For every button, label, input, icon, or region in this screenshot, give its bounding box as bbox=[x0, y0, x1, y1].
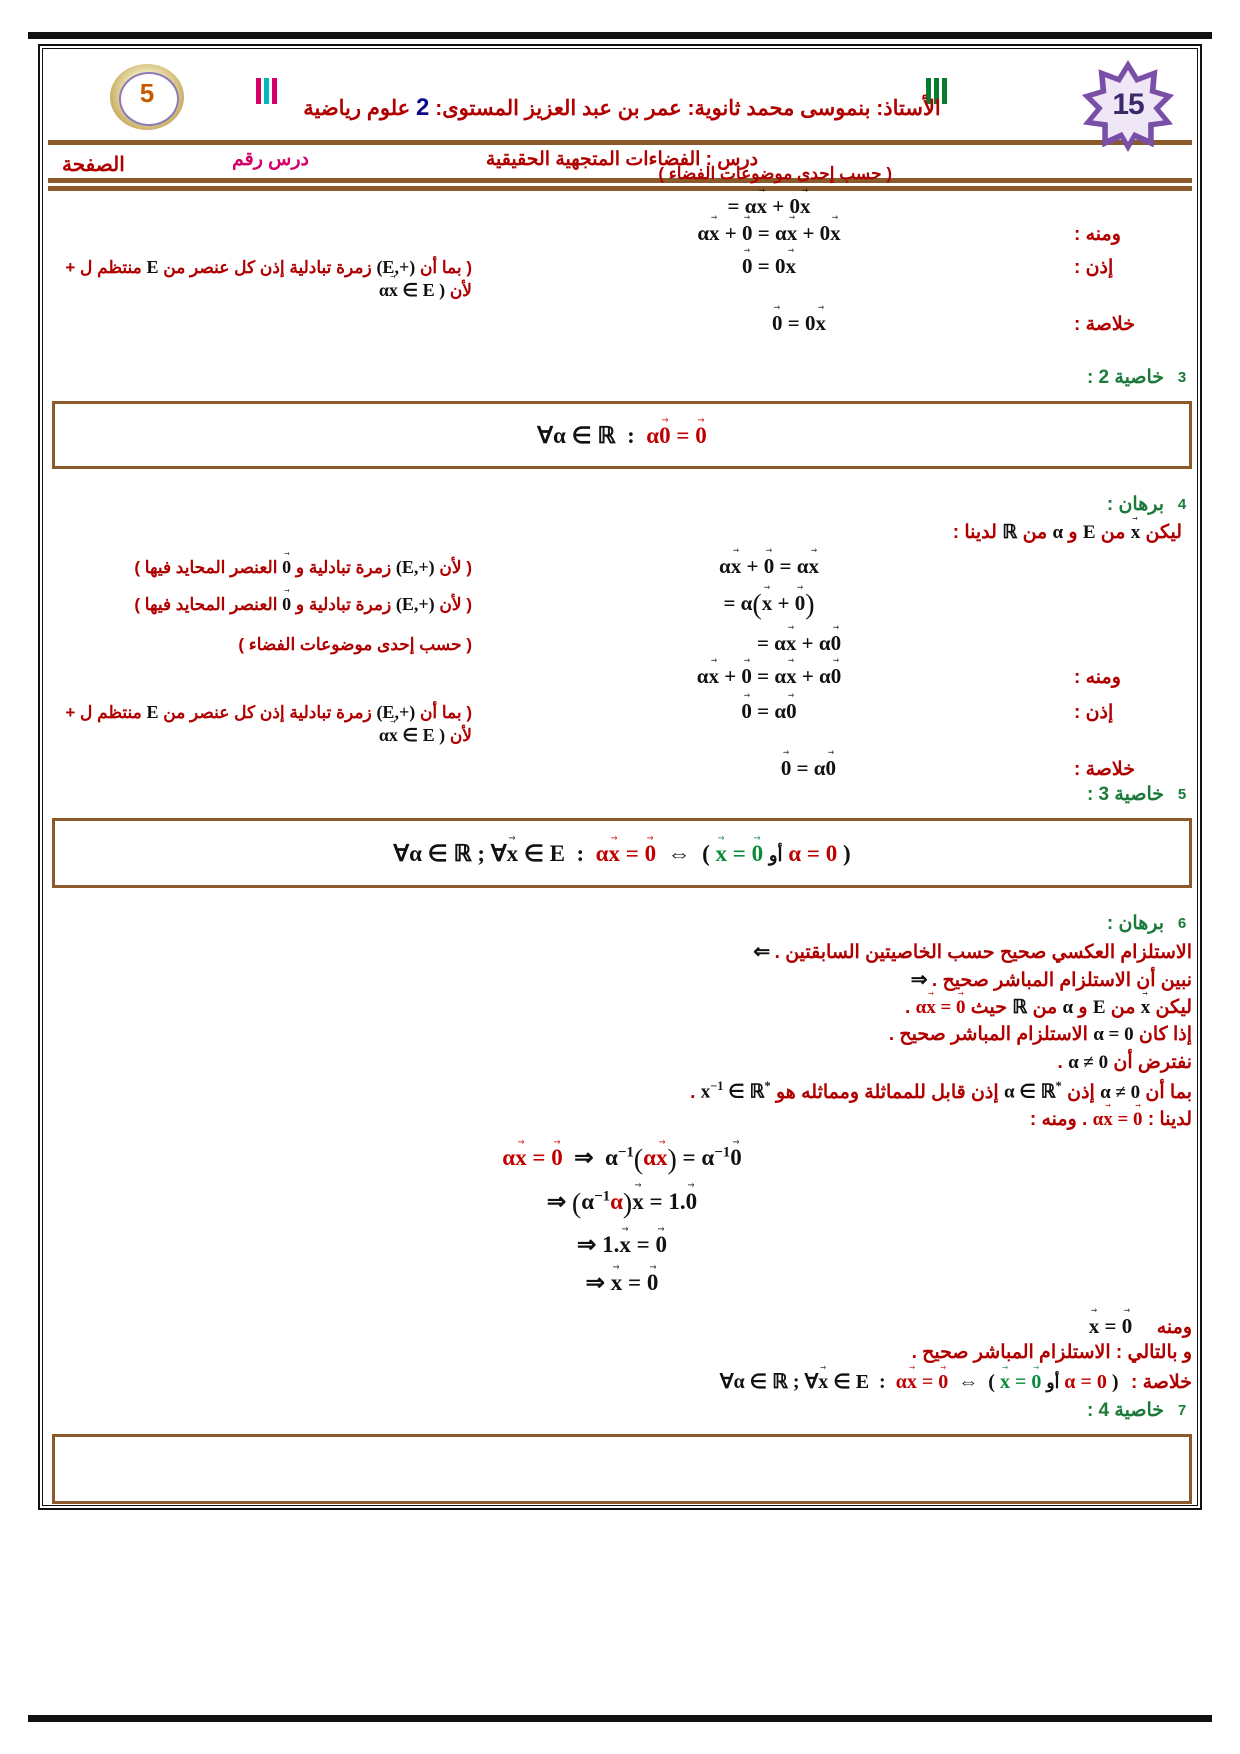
proof3-line6-eq1: α ≠ 0 bbox=[1100, 1081, 1141, 1103]
summary-row-1 bbox=[52, 309, 1192, 336]
proof3-line3 bbox=[0, 995, 1192, 1021]
property2-statement: ∀α ∈ ℝ : α0 → = 0 → bbox=[537, 421, 706, 449]
proof2-intro: ليكن x → من E و α من ℝ لدينا : bbox=[953, 522, 1182, 543]
proof3-line4-eq: α = 0 bbox=[1093, 1024, 1134, 1046]
page-label: الصفحة bbox=[62, 154, 125, 176]
proof3-concl-eq: x → = 0 → bbox=[1089, 1312, 1132, 1339]
property4-heading bbox=[52, 1399, 1192, 1422]
eq-3: 0 → = 0x → bbox=[472, 252, 1066, 279]
eq-row-1 bbox=[52, 192, 1192, 219]
label-then-1: إذن : bbox=[1074, 257, 1114, 278]
label-summary-1: خلاصة : bbox=[1074, 314, 1136, 335]
note-neutral-2: ( لأن (E,+) زمرة تبادلية و 0 → العنصر المحايد فيها ) bbox=[52, 592, 472, 615]
proof3-concl-label: ومنه bbox=[1156, 1317, 1192, 1339]
property3-or: أو bbox=[768, 845, 783, 866]
eq-row-2 bbox=[52, 219, 1192, 246]
label-then-2: إذن : bbox=[1074, 702, 1114, 724]
group-symbol-2: (E,+) bbox=[395, 557, 435, 577]
page-number-text: 15 bbox=[1112, 88, 1144, 121]
proof2-eq4: αx → + 0 → = αx → + α0 → bbox=[472, 662, 1066, 689]
note-group-1: ( بما أن (E,+) زمرة تبادلية إذن كل عنصر من E منتظم ل + لأن αx → ∈ E ) bbox=[52, 257, 472, 301]
property2-box bbox=[52, 401, 1192, 469]
chapter-number-text: 5 bbox=[139, 78, 155, 108]
proof2-eq4-row bbox=[52, 662, 1192, 689]
bullet-4: 4 bbox=[1177, 495, 1187, 513]
property3-statement: ∀α ∈ ℝ ; ∀x → ∈ E : αx → = 0 → ⇔ ( x → = 0 → أو α = 0 ) bbox=[393, 839, 850, 867]
proof3-step4: ⇒ x → = 0 → bbox=[586, 1268, 659, 1296]
proof3-label: برهان : bbox=[1106, 913, 1164, 935]
proof3-line1-arrow: ⇐ bbox=[753, 941, 771, 964]
proof3-step1-row bbox=[52, 1143, 1192, 1176]
proof2-eq2: = α(x → + 0 →) bbox=[472, 589, 1066, 621]
note-group-2: ( بما أن (E,+) زمرة تبادلية إذن كل عنصر من E منتظم ل + لأن αx → ∈ E ) bbox=[52, 702, 472, 746]
bullet-6: 6 bbox=[1177, 914, 1187, 932]
set-E-1: E bbox=[146, 257, 159, 277]
lesson-number-label: درس رقم bbox=[232, 149, 310, 170]
proof3-line4-text: إذا كان α = 0 الاستلزام المباشر صحيح . bbox=[888, 1024, 1192, 1046]
proof2-eq1-row bbox=[52, 552, 1192, 579]
proof3-line2-arrow: ⇒ bbox=[910, 969, 928, 992]
property3-x-eq: x → = 0 → bbox=[715, 841, 763, 866]
proof3-line1 bbox=[0, 939, 1192, 965]
header-level: 2 bbox=[416, 94, 430, 121]
proof2-eq3-row bbox=[52, 629, 1192, 656]
property3-alpha-eq: α = 0 bbox=[788, 841, 838, 867]
note-neutral-1: ( لأن (E,+) زمرة تبادلية و 0 → العنصر المحايد فيها ) bbox=[52, 555, 472, 578]
note-axiom-2: ( حسب إحدى موضوعات الفضاء ) bbox=[238, 635, 472, 655]
proof2-eq2-row bbox=[52, 589, 1192, 621]
proof3-step2: ⇒ $(\alpha^{-1}\alpha)x$ → = 1.0 → bbox=[547, 1187, 697, 1220]
proof2-summary-row bbox=[52, 754, 1192, 781]
proof3-line7-text: لدينا : αx → = 0 → . ومنه : bbox=[1030, 1109, 1192, 1130]
proof3-line5-eq: α ≠ 0 bbox=[1068, 1052, 1109, 1074]
proof2-label: برهان : bbox=[1106, 494, 1164, 515]
property3-heading bbox=[52, 783, 1192, 806]
proof3-line5 bbox=[0, 1051, 1192, 1077]
proof3-final-row bbox=[0, 1341, 1192, 1367]
proof3-summary-label: خلاصة : bbox=[1130, 1372, 1192, 1394]
proof3-heading bbox=[52, 912, 1192, 935]
group-symbol-4: (E,+) bbox=[376, 702, 416, 723]
proof3-line7 bbox=[0, 1107, 1192, 1133]
ax-in-E-2: αx → ∈ E ) bbox=[379, 723, 445, 746]
property2-label: خاصية 2 : bbox=[1086, 367, 1164, 388]
proof3-step3: ⇒ 1.x → = 0 → bbox=[577, 1230, 667, 1258]
zero-vec-1: 0 → bbox=[282, 555, 291, 578]
header-divider-bottom bbox=[48, 186, 1192, 191]
property2-heading bbox=[52, 366, 1192, 389]
eq-1: = αx → + 0x → bbox=[472, 192, 1066, 219]
proof3-line5-text: نفترض أن α ≠ 0 . bbox=[1057, 1052, 1192, 1074]
property4-box bbox=[52, 1434, 1192, 1504]
label-hence-1: ومنه : bbox=[1074, 224, 1121, 245]
proof3-summary-or: أو bbox=[1046, 1373, 1060, 1393]
proof2-intro-row bbox=[42, 520, 1192, 546]
property3-box bbox=[52, 818, 1192, 888]
header-divider-top bbox=[48, 140, 1192, 145]
set-E-2: E bbox=[146, 702, 159, 723]
proof3-line3-text: ليكن x → من E و α من ℝ حيث αx → = 0 → . bbox=[905, 997, 1192, 1018]
proof3-line3-eq: αx → = 0 → bbox=[916, 995, 966, 1019]
proof2-heading bbox=[52, 493, 1192, 516]
header-teacher-text: الأستاذ: بنموسى محمد ثانوية: عمر بن عبد العزيز المستوى: bbox=[435, 97, 941, 120]
proof2-eq5: 0 → = α0 → bbox=[472, 697, 1066, 724]
proof3-line6-text: بما أن α ≠ 0 إذن α ∈ ℝ* إذن قابل للمماثلة ومماثله هو $x^{-1}$ ∈ ℝ* . bbox=[690, 1079, 1192, 1103]
proof3-line6-eq2: α ∈ ℝ* bbox=[1003, 1079, 1062, 1103]
note-axiom-1: ( حسب إحدى موضوعات الفضاء ) bbox=[658, 164, 892, 183]
proof2-eq5-row bbox=[52, 697, 1192, 746]
proof3-line6 bbox=[0, 1079, 1192, 1105]
proof3-step1: αx → = 0 → ⇒ $\alpha^{-1}(\alpha x$ →) = $\alpha^{-1}0$ → bbox=[502, 1143, 741, 1176]
bullet-5: 5 bbox=[1177, 785, 1187, 803]
proof3-line7-eq: αx → = 0 → bbox=[1093, 1107, 1143, 1131]
eq-row-3 bbox=[52, 252, 1192, 301]
proof3-final-text: و بالتالي : الاستلزام المباشر صحيح . bbox=[911, 1342, 1192, 1364]
proof3-summary-row bbox=[0, 1369, 1192, 1395]
proof2-eq3: = αx → + α0 → bbox=[532, 629, 1066, 656]
header-title bbox=[182, 94, 1062, 122]
lesson-title: درس : الفضاءات المتجهية الحقيقية bbox=[485, 149, 759, 170]
summary-eq-1: 0 → = 0x → bbox=[772, 309, 826, 336]
proof3-concl-row bbox=[0, 1312, 1192, 1339]
proof2-eq1: αx → + 0 → = αx → bbox=[472, 552, 1066, 579]
label-summary-2: خلاصة : bbox=[1074, 759, 1136, 781]
proof3-line2 bbox=[0, 967, 1192, 993]
proof3-line6-eq3: $x^{-1}$ ∈ ℝ* bbox=[700, 1079, 771, 1103]
page-number-badge bbox=[1082, 60, 1178, 156]
proof3-line1-text: الاستلزام العكسي صحيح حسب الخاصيتين السابقتين . bbox=[774, 942, 1192, 964]
header-stream: علوم رياضية bbox=[303, 97, 411, 120]
eq-2: αx → + 0 → = αx → + 0x → bbox=[472, 219, 1066, 246]
bullet-7: 7 bbox=[1177, 1401, 1187, 1419]
proof3-summary-eq: ∀α ∈ ℝ ; ∀x → ∈ E : αx → = 0 → ⇔ ( x → = 0 → أو α = 0 ) bbox=[720, 1369, 1119, 1394]
chapter-badge bbox=[110, 64, 184, 130]
proof3-line2-text: نبين أن الاستلزام المباشر صحيح . bbox=[931, 970, 1192, 992]
group-symbol-1: (E,+) bbox=[376, 257, 416, 277]
proof3-step3-row bbox=[52, 1230, 1192, 1258]
proof3-step4-row bbox=[52, 1268, 1192, 1296]
bullet-3: 3 bbox=[1177, 368, 1187, 386]
proof2-summary-eq: 0 → = α0 → bbox=[781, 754, 836, 781]
zero-vec-2: 0 → bbox=[282, 592, 291, 615]
proof3-line4 bbox=[0, 1023, 1192, 1049]
property3-label: خاصية 3 : bbox=[1086, 784, 1164, 806]
label-hence-2: ومنه : bbox=[1074, 667, 1121, 689]
ax-in-E-1: αx → ∈ E ) bbox=[379, 278, 445, 301]
property4-label: خاصية 4 : bbox=[1086, 1400, 1164, 1422]
group-symbol-3: (E,+) bbox=[395, 594, 435, 614]
